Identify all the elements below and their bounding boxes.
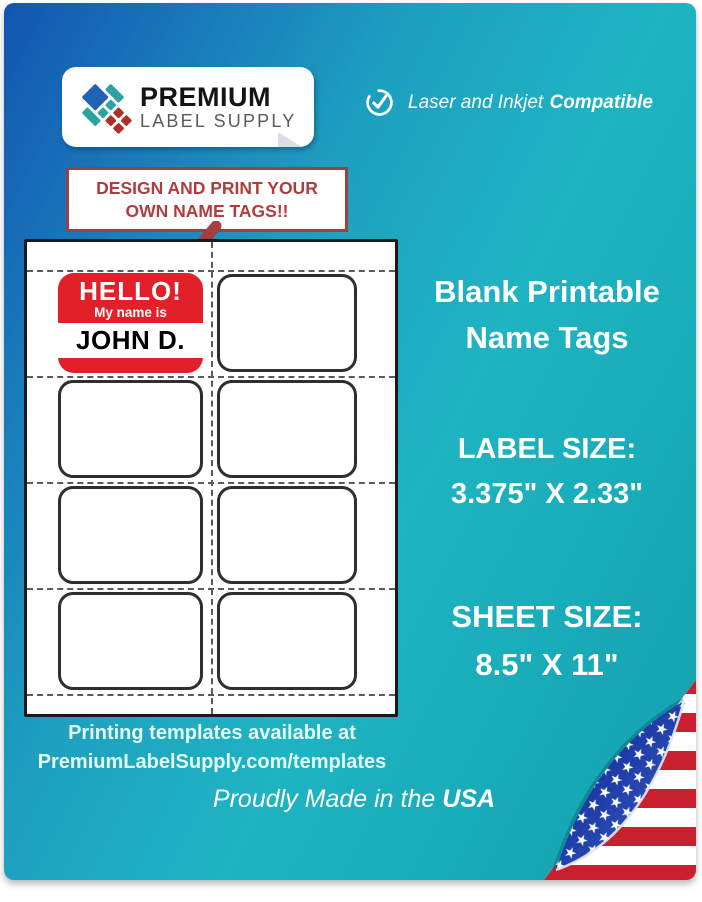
brand-name-primary: PREMIUM: [140, 81, 271, 112]
name-tag-subtitle: My name is: [94, 305, 167, 320]
made-in-prefix: Proudly Made in the: [212, 785, 436, 813]
blank-label: [217, 486, 357, 584]
background-card: [4, 3, 696, 880]
templates-note-line1: Printing templates available at: [68, 722, 356, 744]
compatibility-text-bold: Compatible: [549, 91, 653, 113]
label-size-value: 3.375" X 2.33": [451, 478, 643, 510]
name-tag-name: JOHN D.: [58, 323, 203, 358]
brand-name: [140, 83, 296, 132]
blank-label: [217, 380, 357, 478]
compatibility-text: [408, 92, 653, 114]
label-size-spec: [399, 427, 695, 517]
hello-name-tag: [58, 273, 203, 373]
callout-line2: OWN NAME TAGS!!: [125, 201, 289, 221]
headline-line1: Blank Printable: [434, 274, 660, 309]
brand-name-secondary: LABEL SUPPLY: [140, 110, 297, 131]
blank-label: [217, 274, 357, 372]
sheet-size-title: SHEET SIZE:: [451, 599, 643, 634]
brand-diamond-icon: [70, 74, 136, 140]
usa-flag-page-curl: [538, 675, 696, 880]
check-circle-icon: [364, 87, 395, 118]
made-in-bold: USA: [442, 785, 496, 813]
blank-label: [217, 592, 357, 690]
sheet-size-value: 8.5" X 11": [475, 647, 619, 682]
templates-note-url: PremiumLabelSupply.com/templates: [37, 751, 387, 773]
blank-label: [58, 486, 203, 584]
brand-logo: [62, 67, 314, 147]
compatibility-note: [364, 87, 653, 118]
product-headline: [399, 269, 695, 361]
blank-label: [58, 592, 203, 690]
blank-label: [58, 380, 203, 478]
sticker-fold-corner: [278, 132, 302, 147]
label-sheet: [24, 239, 398, 717]
headline-line2: Name Tags: [465, 320, 629, 355]
templates-note: [14, 719, 410, 777]
compatibility-text-regular: Laser and Inkjet: [408, 91, 544, 113]
name-tag-greeting: HELLO!: [79, 276, 182, 306]
callout-line1: DESIGN AND PRINT YOUR: [96, 178, 318, 198]
cut-guide-line-vertical: [211, 242, 213, 714]
label-size-title: LABEL SIZE:: [457, 433, 637, 465]
